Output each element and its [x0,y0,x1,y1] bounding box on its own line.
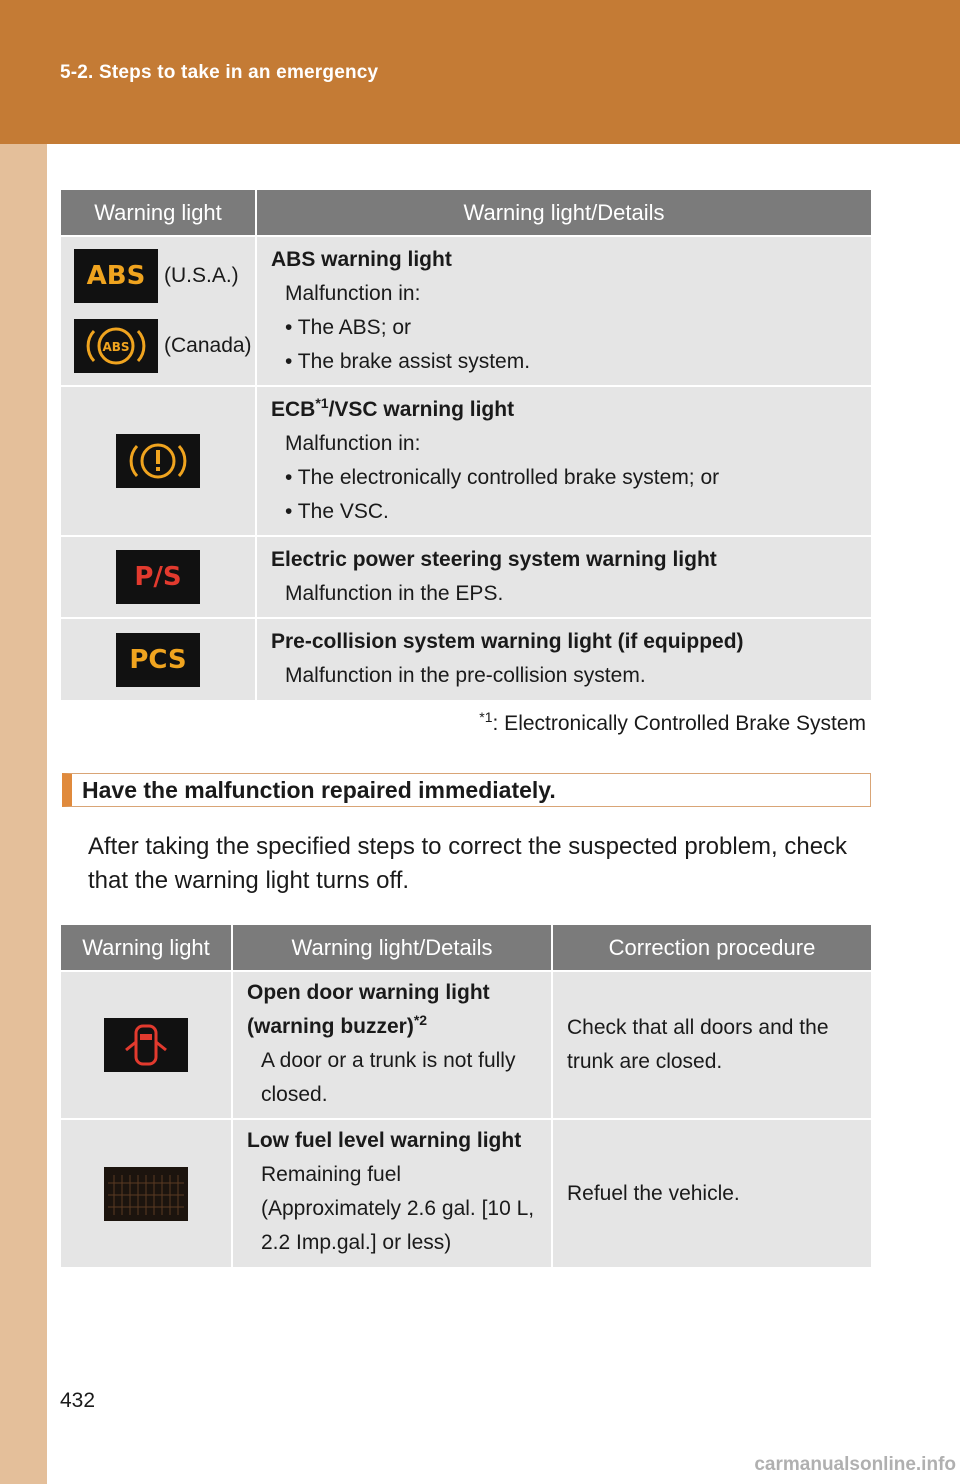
table-row [61,386,871,536]
page-number: 432 [60,1389,96,1412]
icon-cell [61,971,232,1119]
row-title: ECB$^{*1}$/VSC warning light [271,395,515,421]
table-header-row [61,190,871,236]
row-title: ABS warning light [271,248,452,271]
detail-line: Malfunction in: [285,432,421,455]
col-header-procedure: Correction procedure [552,925,871,971]
table-row [61,536,871,618]
table-header-row [61,925,871,971]
table-row [61,236,871,386]
section-paragraph: After taking the specified steps to correct the suspected problem, check that the warning light turns off. [88,833,848,894]
pcs-icon: PCS [116,633,200,687]
open-door-icon [104,1018,188,1072]
section-title: 5-2. Steps to take in an emergency [60,62,379,83]
header-band [0,0,960,144]
low-fuel-icon [104,1167,188,1221]
details-cell [256,236,871,386]
details-cell [232,971,552,1119]
icon-cell [61,236,256,386]
detail-line: A door or a trunk is not fully closed. [261,1049,516,1106]
row-title-line2: (warning buzzer)$^{*2}$ [247,1012,428,1038]
detail-line: • The ABS; or [285,316,412,339]
region-label-usa: (U.S.A.) [164,264,239,287]
icon-cell [61,386,256,536]
row-title: Pre-collision system warning light (if equipped) [271,630,744,653]
row-title: Open door warning light [247,981,490,1004]
details-cell [232,1119,552,1267]
brake-exclamation-icon [116,434,200,488]
detail-line: • The VSC. [285,500,389,523]
table-row [61,971,871,1119]
details-cell [256,618,871,700]
section-heading: Have the malfunction repaired immediately. [62,773,871,807]
detail-line: Malfunction in the pre-collision system. [285,664,646,687]
col-header-warning-light: Warning light [61,925,232,971]
detail-line: Malfunction in: [285,282,421,305]
details-cell [256,536,871,618]
icon-cell [61,618,256,700]
procedure-cell: Check that all doors and the trunk are closed. [552,971,871,1119]
details-cell [256,386,871,536]
procedure-cell: Refuel the vehicle. [552,1119,871,1267]
icon-cell [61,1119,232,1267]
abs-icon: ABS [74,249,158,303]
svg-text:ABS: ABS [102,340,130,354]
region-label-canada: (Canada) [164,334,252,357]
row-title: Low fuel level warning light [247,1129,522,1152]
warning-lights-table-1 [61,190,871,700]
footer-watermark-url[interactable]: carmanualsonline.info [754,1454,956,1475]
detail-line: • The brake assist system. [285,350,531,373]
col-header-details: Warning light/Details [256,190,871,236]
footnote: $^{*1}$: Electronically Controlled Brake System [479,709,866,735]
power-steering-icon: P/S [116,550,200,604]
warning-lights-table-2 [61,925,871,1267]
icon-cell [61,536,256,618]
detail-line: Remaining fuel (Approximately 2.6 gal. [10 L, 2.2 Imp.gal.] or less) [261,1163,535,1254]
table-row [61,1119,871,1267]
detail-line: Malfunction in the EPS. [285,582,504,605]
col-header-warning-light: Warning light [61,190,256,236]
side-margin-strip [0,0,47,1484]
abs-circle-icon [74,319,158,373]
detail-line: • The electronically controlled brake system; or [285,466,720,489]
col-header-details: Warning light/Details [232,925,552,971]
row-title: Electric power steering system warning light [271,548,717,571]
table-row [61,618,871,700]
